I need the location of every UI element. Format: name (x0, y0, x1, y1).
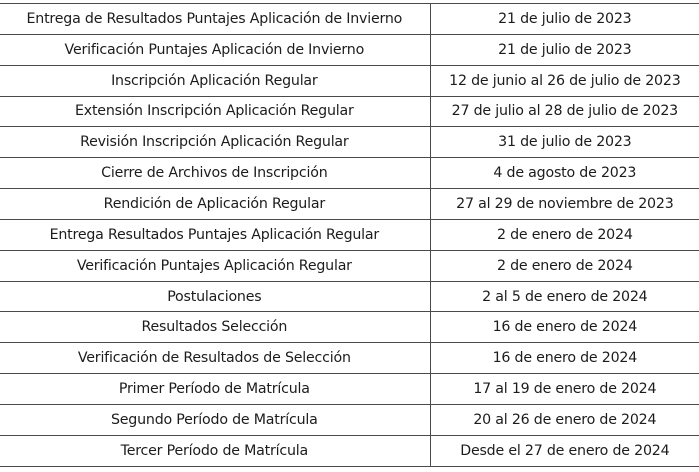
table-row (0, 65, 699, 96)
activity-cell: Verificación de Resultados de Selección (0, 343, 430, 374)
activity-cell: Segundo Período de Matrícula (0, 404, 430, 435)
table-row (0, 374, 699, 405)
activity-cell: Entrega Resultados Puntajes Aplicación Regular (0, 219, 430, 250)
activity-cell: Primer Período de Matrícula (0, 374, 430, 405)
activity-cell: Postulaciones (0, 281, 430, 312)
table-row (0, 404, 699, 435)
table-row (0, 343, 699, 374)
date-cell: 2 de enero de 2024 (430, 219, 699, 250)
table-row (0, 127, 699, 158)
date-cell: 27 al 29 de noviembre de 2023 (430, 189, 699, 220)
activity-cell: Entrega de Resultados Puntajes Aplicación de Invierno (0, 4, 430, 35)
date-cell: 27 de julio al 28 de julio de 2023 (430, 96, 699, 127)
table-row (0, 4, 699, 35)
date-cell: 21 de julio de 2023 (430, 34, 699, 65)
table-row (0, 219, 699, 250)
table-row (0, 34, 699, 65)
table-row (0, 158, 699, 189)
activity-cell: Extensión Inscripción Aplicación Regular (0, 96, 430, 127)
activity-cell: Verificación Puntajes Aplicación de Invierno (0, 34, 430, 65)
date-cell: 17 al 19 de enero de 2024 (430, 374, 699, 405)
activity-cell: Rendición de Aplicación Regular (0, 189, 430, 220)
date-cell: 12 de junio al 26 de julio de 2023 (430, 65, 699, 96)
activity-cell: Revisión Inscripción Aplicación Regular (0, 127, 430, 158)
date-cell: 16 de enero de 2024 (430, 343, 699, 374)
date-cell: 20 al 26 de enero de 2024 (430, 404, 699, 435)
date-cell: Desde el 27 de enero de 2024 (430, 435, 699, 466)
activity-cell: Inscripción Aplicación Regular (0, 65, 430, 96)
date-cell: 16 de enero de 2024 (430, 312, 699, 343)
activity-cell: Tercer Período de Matrícula (0, 435, 430, 466)
date-cell: 4 de agosto de 2023 (430, 158, 699, 189)
table-row (0, 312, 699, 343)
schedule-table-body (0, 4, 699, 467)
date-cell: 21 de julio de 2023 (430, 4, 699, 35)
activity-cell: Resultados Selección (0, 312, 430, 343)
activity-cell: Verificación Puntajes Aplicación Regular (0, 250, 430, 281)
date-cell: 2 al 5 de enero de 2024 (430, 281, 699, 312)
activity-cell: Cierre de Archivos de Inscripción (0, 158, 430, 189)
schedule-table (0, 3, 699, 467)
date-cell: 31 de julio de 2023 (430, 127, 699, 158)
date-cell: 2 de enero de 2024 (430, 250, 699, 281)
table-row (0, 189, 699, 220)
table-row (0, 250, 699, 281)
table-row (0, 281, 699, 312)
table-row (0, 435, 699, 466)
table-row (0, 96, 699, 127)
